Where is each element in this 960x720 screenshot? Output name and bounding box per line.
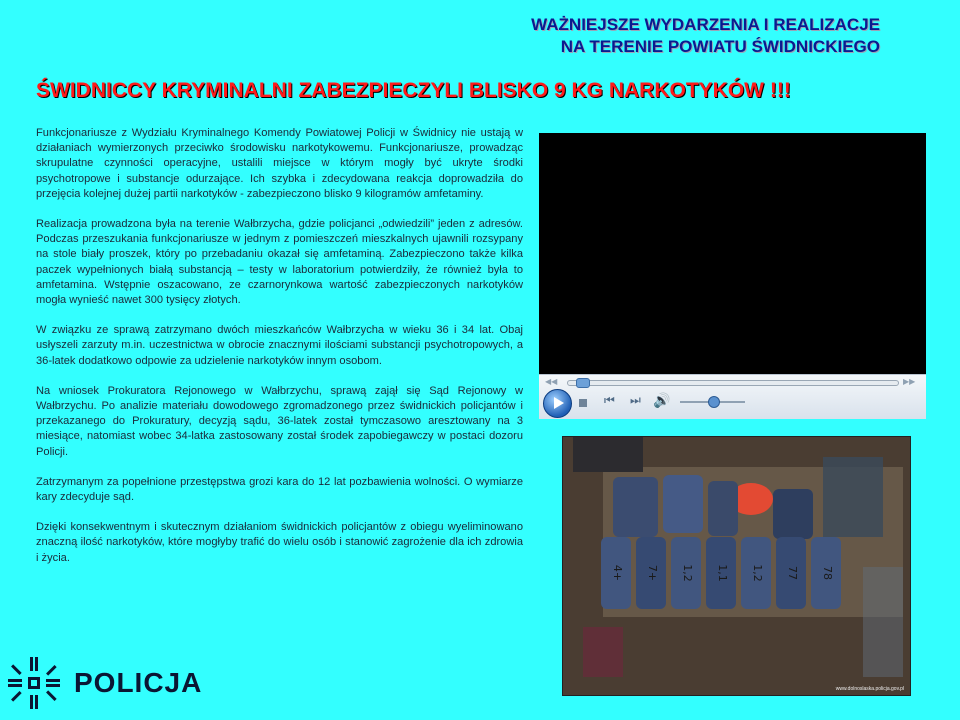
video-player[interactable] <box>539 133 926 419</box>
logo-wordmark: POLICJA <box>74 667 203 698</box>
article-paragraph: Na wniosek Prokuratora Rejonowego w Wałbrzychu, sprawą zajął się Sąd Rejonowy w Wałbrzychu. Po analizie materiału dowodowego zgromadzonego przez świdnickich policjantów i przekazanego do Prokuratury, decyzją sądu, 36-latek został tymczasowo aresztowany na 3 miesiące, natomiast wobec 34-latka zastosowany został środek zapobiegawczy w postaci dozoru Policji. <box>36 384 523 458</box>
volume-icon[interactable]: 🔊 <box>653 392 671 408</box>
stop-button[interactable] <box>579 399 587 407</box>
seek-thumb[interactable] <box>576 378 590 388</box>
package-label: 7+ <box>646 564 659 582</box>
package-label: 4+ <box>611 564 624 582</box>
article-paragraph: Zatrzymanym za popełnione przestępstwa grozi kara do 12 lat pozbawienia wolności. O wymiarze kary zdecyduje sąd. <box>36 475 523 504</box>
article-paragraph: Funkcjonariusze z Wydziału Kryminalnego Komendy Powiatowej Policji w Świdnicy nie ustają w działaniach wymierzonych przeciwko środowisku narkotykowemu. Funkcjonariusze, prowadząc skrupulatne czynności operacyjne, ustalili miejsce w którym mogły być ukryte środki psychotropowe i substancje odurzające. Ich szybka i zdecydowana reakcja doprowadziła do przejęcia kolejnej dużej partii narkotyków - zabezpieczono blisko 9 kilogramów amfetaminy. <box>36 127 523 200</box>
package-label: 1,2 <box>751 564 764 582</box>
package-label: 1,2 <box>681 564 694 582</box>
seized-drugs-photo <box>562 436 911 696</box>
previous-icon[interactable]: ⏮ <box>604 393 615 407</box>
article-paragraph: Dzięki konsekwentnym i skutecznym działaniom świdnickich policjantów z obiegu wyeliminowano znaczną ilość narkotyków, które mogłyby trafić do wielu osób i stanowić zagrożenie dla ich zdrowia i życia. <box>36 521 523 564</box>
police-star-icon <box>6 655 62 711</box>
volume-thumb[interactable] <box>708 396 720 408</box>
seek-forward-icon[interactable]: ▶▶ <box>903 377 916 386</box>
next-icon[interactable]: ⏭ <box>630 393 641 407</box>
package-label: 77 <box>786 566 799 580</box>
section-header <box>531 14 880 58</box>
policja-logo <box>6 655 202 711</box>
seek-bar[interactable] <box>567 380 899 386</box>
package-label: 1,1 <box>716 564 729 582</box>
package-label: 78 <box>821 566 834 580</box>
volume-slider[interactable] <box>680 401 745 403</box>
article-headline: ŚWIDNICCY KRYMINALNI ZABEZPIECZYLI BLISKO 9 KG NARKOTYKÓW !!! <box>36 79 791 102</box>
article-paragraph: W związku ze sprawą zatrzymano dwóch mieszkańców Wałbrzycha w wieku 36 i 34 lat. Obaj usłyszeli zarzuty m.in. uczestnictwa w obrocie znacznymi ilościami substancji psychotropowych, a 36-latek dodatkowo odpowie za udzielenie narkotyków innym osobom. <box>36 324 523 367</box>
header-line-1: WAŻNIEJSZE WYDARZENIA I REALIZACJE <box>531 15 880 34</box>
player-controls <box>539 374 926 419</box>
seek-back-icon[interactable]: ◀◀ <box>545 377 558 386</box>
article-paragraph: Realizacja prowadzona była na terenie Wałbrzycha, gdzie policjanci „odwiedzili” jeden z adresów. Podczas przeszukania funkcjonariusze w jednym z pomieszczeń mieszkalnych ujawnili rozsypany na stole biały proszek, który po przebadaniu okazał się amfetaminą. Zabezpieczono także kilka paczek wypełnionych białą substancją – testy w laboratorium potwierdziły, że również była to amfetamina. Wstępnie oszacowano, ze czarnorynkowa wartość zabezpieczonych narkotyków mogła wynieść nawet 300 tysięcy złotych. <box>36 218 523 307</box>
article-body <box>36 126 523 581</box>
photo-watermark: www.dolnoslaska.policja.gov.pl <box>835 686 904 692</box>
play-button[interactable] <box>543 389 572 418</box>
photo-illustration <box>563 437 910 695</box>
header-line-2: NA TERENIE POWIATU ŚWIDNICKIEGO <box>560 37 880 56</box>
